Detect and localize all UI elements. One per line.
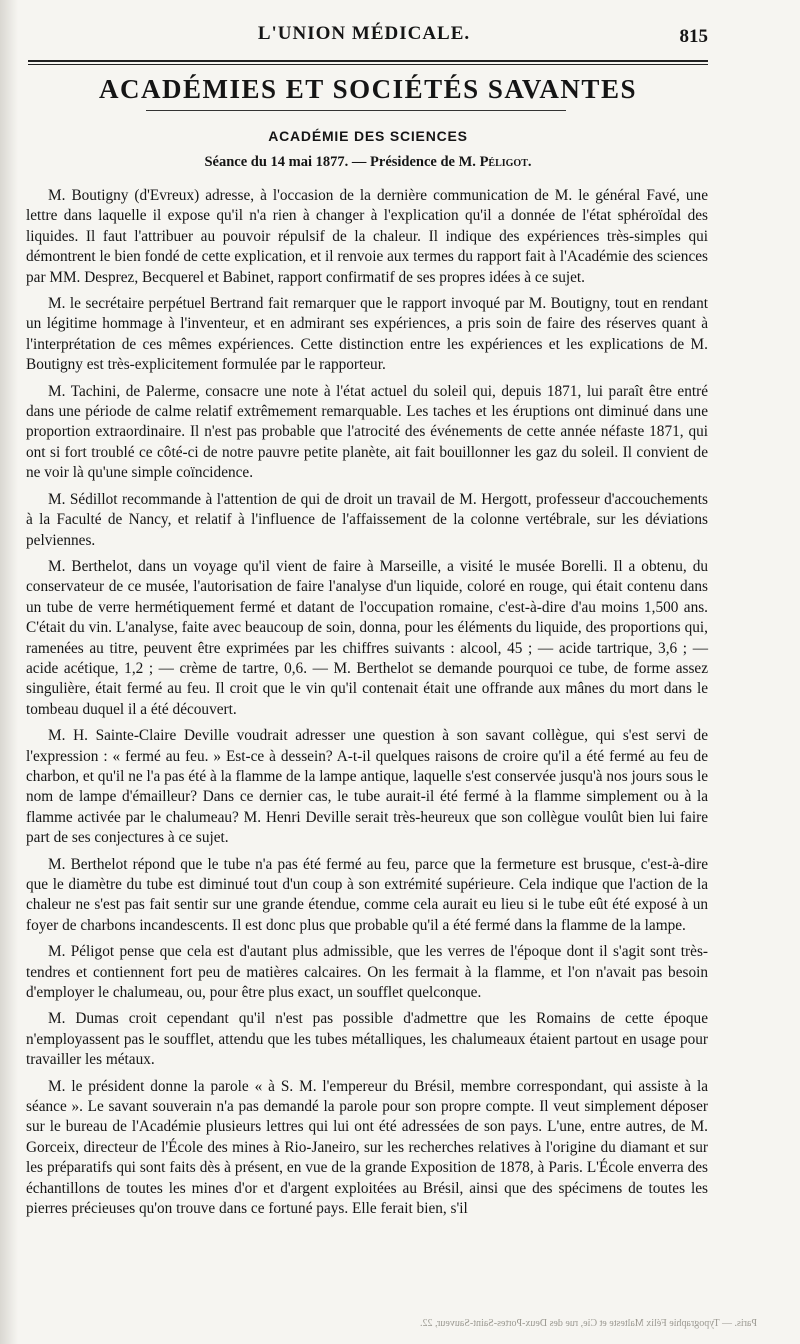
paragraph-berthelot-reply: M. Berthelot répond que le tube n'a pas été fermé au feu, parce que la fermeture est brusque, c'est-à-dire que le diamètre du tube est diminué tout d'un coup à son extrémité supérieure. Cela indique que l'action de la chaleur ne s'est pas fait sentir sur une grande étendue, comme cela aurait eu lieu si le tube eût été exposé à un foyer de charbons incandescents. Il est donc plus que probable qu'il a été fermé dans la flamme de la lampe. <box>26 855 708 934</box>
running-header <box>14 18 714 54</box>
paragraph-tachini: M. Tachini, de Palerme, consacre une note à l'état actuel du soleil qui, depuis 1871, lui paraît être entré dans une période de calme relatif extrêmement remarquable. Les taches et les éruptions ont diminué dans une proportion extraordinaire. Il n'est pas probable que l'atrocité des événements de cette année néfaste 1871, qui ont si fort troublé ce côté-ci de notre pauvre petite planète, ait fait bouillonner les gaz du soleil. Il convient de ne voir là qu'une simple coïncidence. <box>26 382 708 482</box>
header-rule <box>28 60 708 65</box>
printer-imprint: Paris. — Typographie Félix Malteste et Cie, rue des Deux-Portes-Saint-Sauveur, 22. <box>420 1318 757 1329</box>
paragraph-deville: M. H. Sainte-Claire Deville voudrait adresser une question à son savant collègue, qui s'est servi de l'expression : « fermé au feu. » Est-ce à dessein? A-t-il quelques raisons de croire qu'il a été fermé au feu de charbon, et qu'il ne l'a pas été à la flamme de la lampe antique, laquelle s'est conservée jusqu'à nos jours sous le nom de lampe d'émailleur? Dans ce dernier cas, le tube aurait-il été fermé à la flamme simplement ou à la flamme activée par le chalumeau? M. Henri Deville serait très-heureux que son collègue voulût bien lui faire part de ses conjectures à ce sujet. <box>26 727 708 847</box>
seance-line <box>28 154 708 171</box>
seance-prefix: Séance du 14 mai 1877. — Présidence de M. <box>204 154 476 170</box>
paragraph-berthelot: M. Berthelot, dans un voyage qu'il vient de faire à Marseille, a visité le musée Borelli. Il a obtenu, du conservateur de ce musée, l'autorisation de faire l'analyse d'un liquide, coloré en rouge, qui était contenu dans un tube de verre hermétiquement fermé et datant de l'occupation romaine, c'est-à-dire d'au moins 1,500 ans. C'était du vin. L'analyse, faite avec beaucoup de soin, donna, pour les éléments du liquide, des proportions qui, ramenées au titre, peuvent être exprimées par les chiffres suivants : alcool, 45 ; — acide tartrique, 3,6 ; — acide acétique, 1,2 ; — crème de tartre, 0,6. — M. Berthelot se demande pourquoi ce tube, de forme assez singulière, était fermé au feu. Il croit que le vin qu'il contenait était une offrande aux mânes du mort dans le tombeau duquel il a été découvert. <box>26 557 708 718</box>
page-gutter-shadow <box>0 0 18 1344</box>
page-number: 815 <box>679 26 708 47</box>
paragraph-bertrand: M. le secrétaire perpétuel Bertrand fait remarquer que le rapport invoqué par M. Boutigny, tout en rendant un légitime hommage à l'inventeur, et en admirant ses expériences, a pris soin de faire des réserves quant à l'interprétation de ces mêmes expériences. Cette distinction entre les expériences et les explications de M. Boutigny est très-explicitement formulée par le rapporteur. <box>26 295 708 374</box>
subsection-title: ACADÉMIE DES SCIENCES <box>268 128 468 144</box>
paragraph-sedillot: M. Sédillot recommande à l'attention de qui de droit un travail de M. Hergott, professeur d'accouchements à la Faculté de Nancy, et relatif à l'influence de l'affaissement de la colonne vertébrale, sur les déviations pelviennes. <box>26 490 708 549</box>
paragraph-boutigny: M. Boutigny (d'Evreux) adresse, à l'occasion de la dernière communication de M. le général Favé, une lettre dans laquelle il expose qu'il n'a rien à changer à l'explication qu'il a donnée de l'état sphéroïdal des liquides. Il faut l'attribuer au pouvoir répulsif de la chaleur. Il indique des expériences très-simples qui démontrent le bien fondé de cette explication, et il renvoie aux termes du rapport fait à l'Académie des sciences par MM. Desprez, Becquerel et Babinet, rapport confirmatif de ses propres idées à ce sujet. <box>26 187 708 286</box>
paragraph-dumas: M. Dumas croit cependant qu'il n'est pas possible d'admettre que les Romains de cette époque n'employassent pas le soufflet, attendu que les tubes métalliques, les chalumeaux étaient partout en usage pour travailler les métaux. <box>26 1010 708 1069</box>
journal-title: L'UNION MÉDICALE. <box>257 23 471 44</box>
article-body <box>26 186 708 1226</box>
paragraph-president: M. le président donne la parole « à S. M. l'empereur du Brésil, membre correspondant, qui assiste à la séance ». Le savant souverain n'a pas demandé la parole pour son propre compte. Il veut simplement déposer sur le bureau de l'Académie plusieurs lettres qui lui ont été adressées de son pays. L'une, entre autres, de M. Gorceix, directeur de l'École des mines à Rio-Janeiro, sur les recherches relatives à l'origine du diamant et sur les préparatifs qui sont faits dès à présent, en vue de la grande Exposition de 1878, à Paris. L'École enverra des échantillons de toutes les mines d'or et d'argent exploitées au Brésil, ainsi que des spécimens de toutes les pierres précieuses qu'on trouve dans ce fortuné pays. Elle ferait bien, s'il <box>26 1077 708 1218</box>
section-title-rule <box>146 110 566 111</box>
paragraph-peligot: M. Péligot pense que cela est d'autant plus admissible, que les verres de l'époque dont il s'agit sont très-tendres et contiennent fort peu de matières calcaires. On les fermait à la flamme, et l'on n'avait pas besoin d'employer le chalumeau, ou, pour être plus exact, un soufflet quelconque. <box>26 943 708 1002</box>
section-title: ACADÉMIES ET SOCIÉTÉS SAVANTES <box>99 74 637 104</box>
seance-president: Péligot. <box>479 154 532 170</box>
